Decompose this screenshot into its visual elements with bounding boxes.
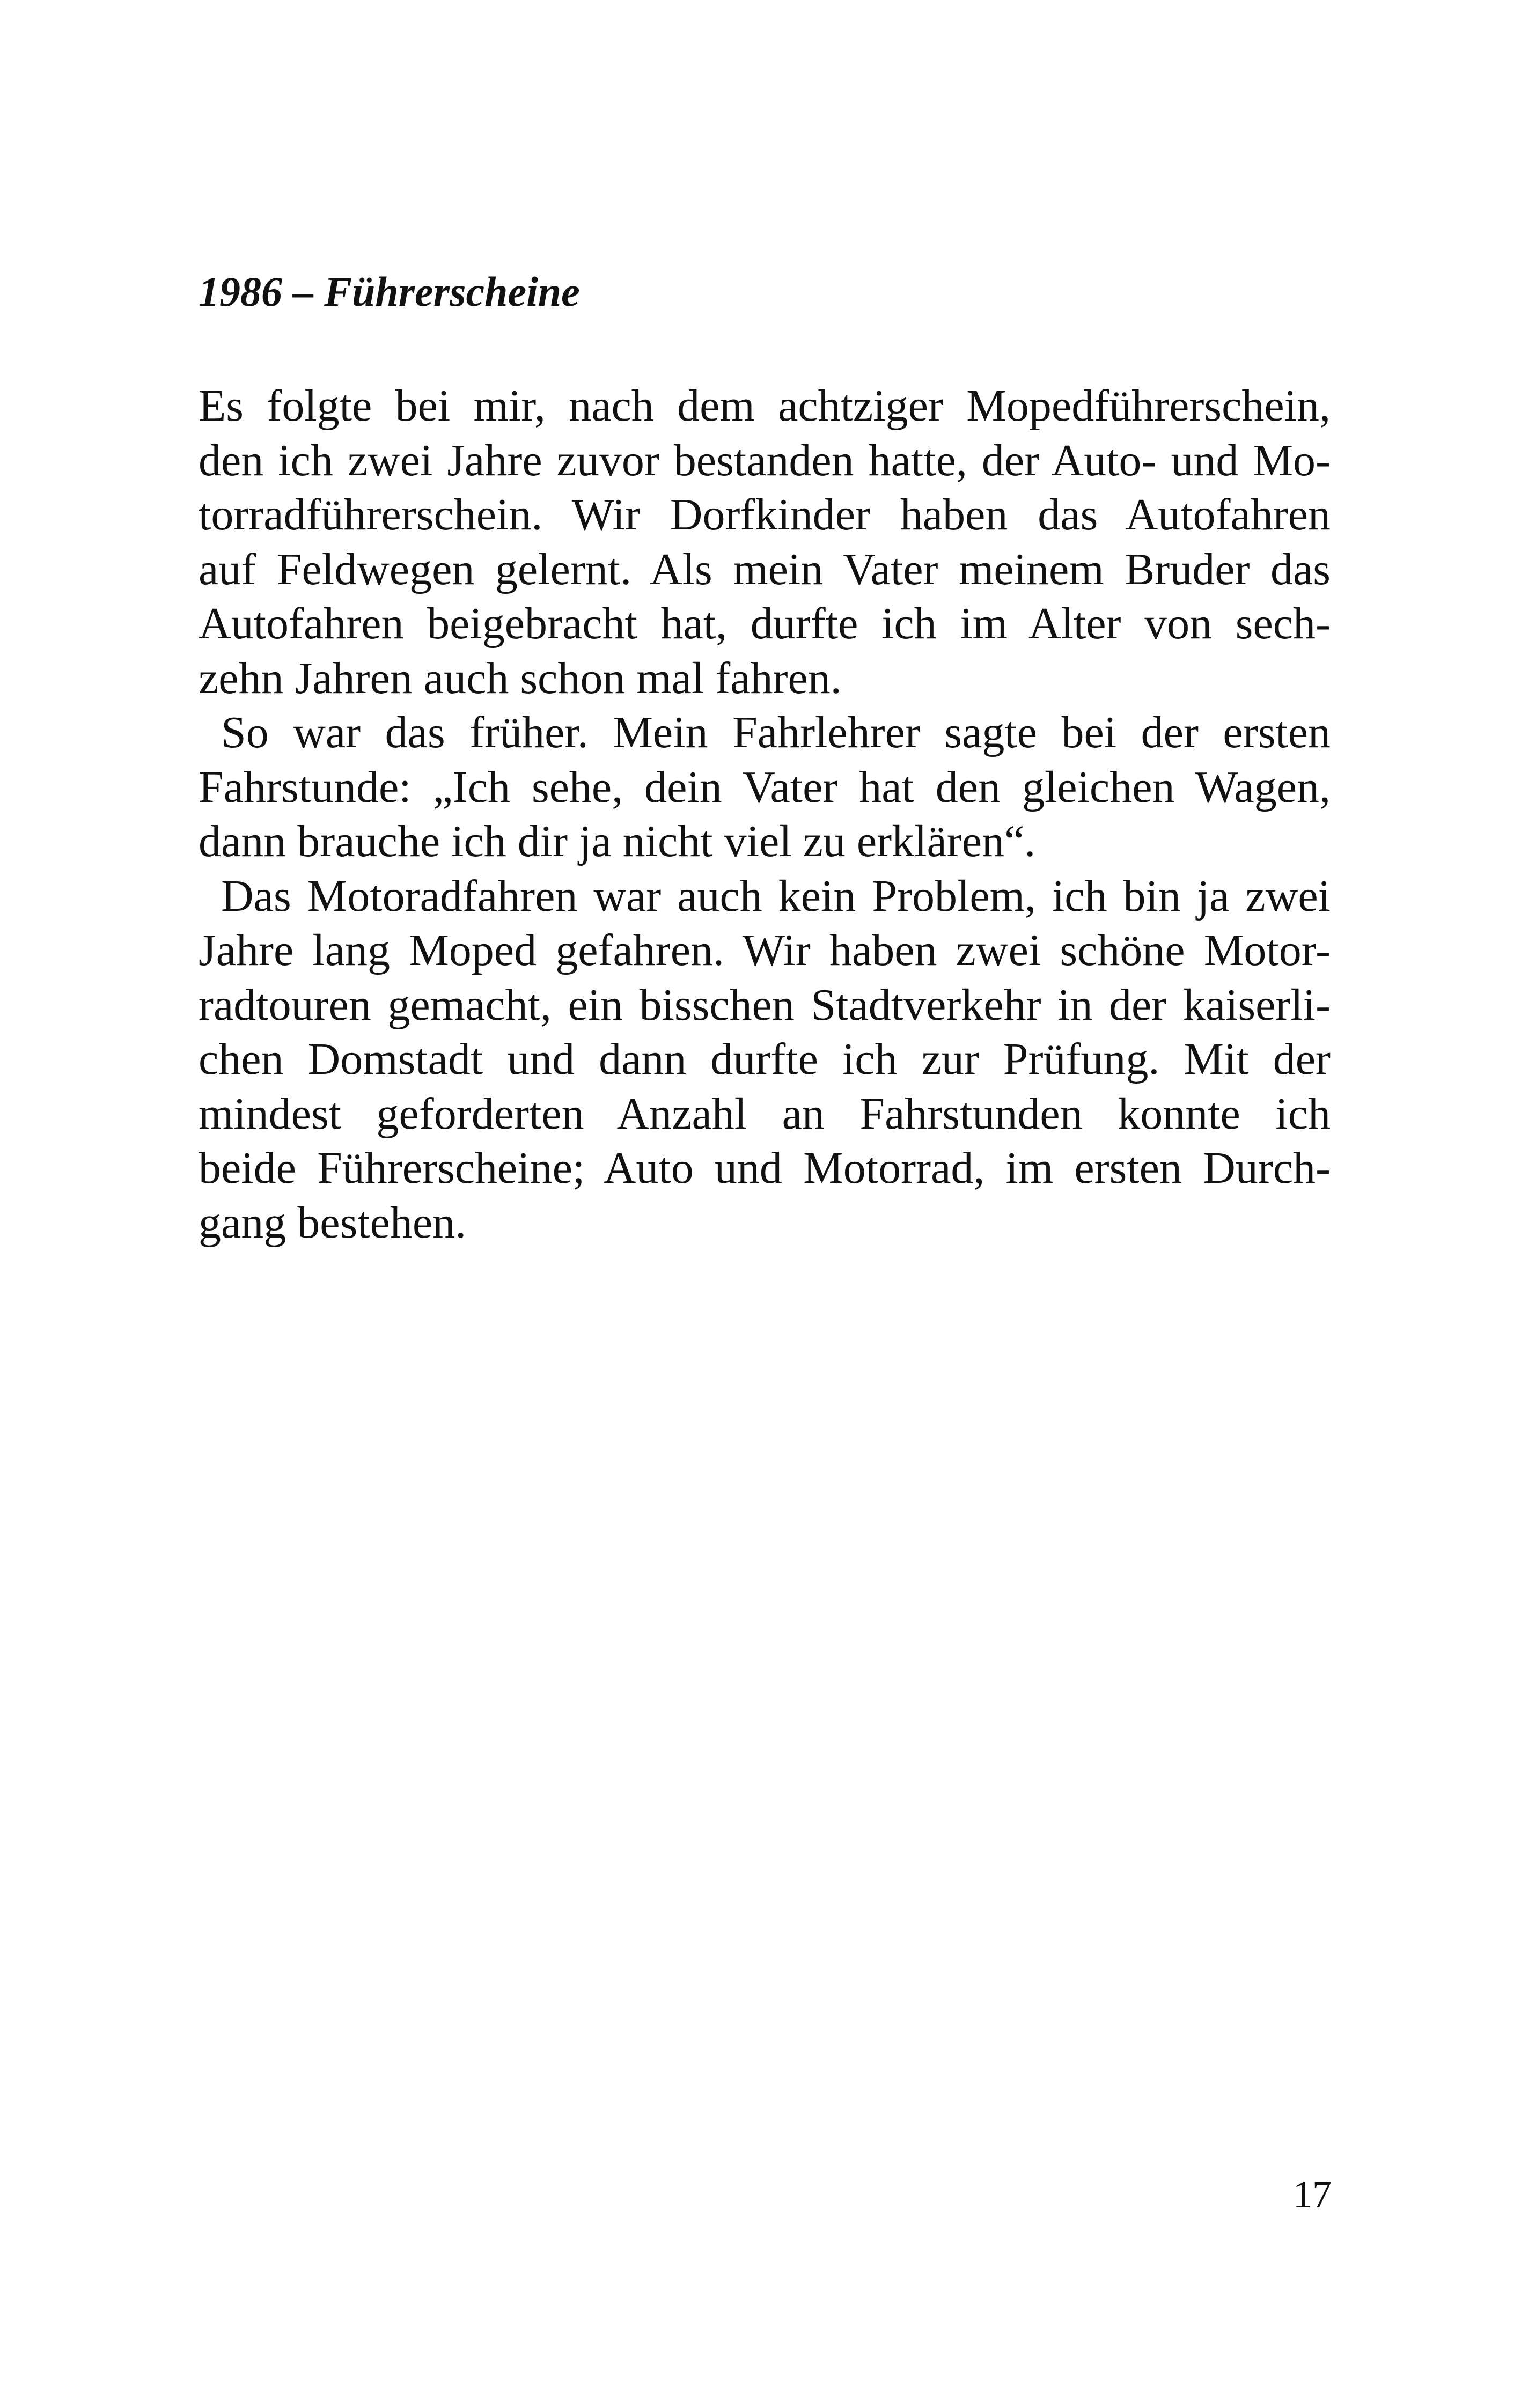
text-line: dann brauche ich dir ja nicht viel zu erklären“.: [199, 816, 1036, 866]
paragraph-2: [199, 705, 1331, 869]
text-line: Fahrstunde: „Ich sehe, dein Vater hat den gleichen Wagen,: [199, 762, 1331, 812]
text-line: torradführerschein. Wir Dorfkinder haben das Autofahren: [199, 490, 1331, 540]
text-line: den ich zwei Jahre zuvor bestanden hatte, der Auto- und Mo-: [199, 435, 1331, 485]
text-line: beide Führerscheine; Auto und Motorrad, im ersten Durch-: [199, 1143, 1331, 1193]
text-line: mindest geforderten Anzahl an Fahrstunden konnte ich: [199, 1088, 1331, 1139]
text-line: Jahre lang Moped gefahren. Wir haben zwei schöne Motor-: [199, 925, 1331, 975]
body-text: [199, 379, 1331, 1250]
text-line: Das Motoradfahren war auch kein Problem, ich bin ja zwei: [221, 871, 1331, 921]
text-line: chen Domstadt und dann durfte ich zur Prüfung. Mit der: [199, 1034, 1331, 1084]
chapter-title: 1986 – Führerscheine: [199, 268, 580, 315]
text-line: gang bestehen.: [199, 1197, 467, 1248]
text-line: radtouren gemacht, ein bisschen Stadtverkehr in der kaiserli-: [199, 980, 1331, 1030]
paragraph-3: [199, 869, 1331, 1250]
text-line: zehn Jahren auch schon mal fahren.: [199, 653, 842, 703]
text-line: So war das früher. Mein Fahrlehrer sagte bei der ersten: [221, 708, 1331, 757]
text-line: auf Feldwegen gelernt. Als mein Vater meinem Bruder das: [199, 544, 1331, 594]
page-number: 17: [1293, 2173, 1332, 2216]
text-line: Es folgte bei mir, nach dem achtziger Mopedführerschein,: [199, 381, 1331, 431]
text-line: Autofahren beigebracht hat, durfte ich im Alter von sech-: [199, 599, 1331, 649]
paragraph-1: [199, 379, 1331, 705]
